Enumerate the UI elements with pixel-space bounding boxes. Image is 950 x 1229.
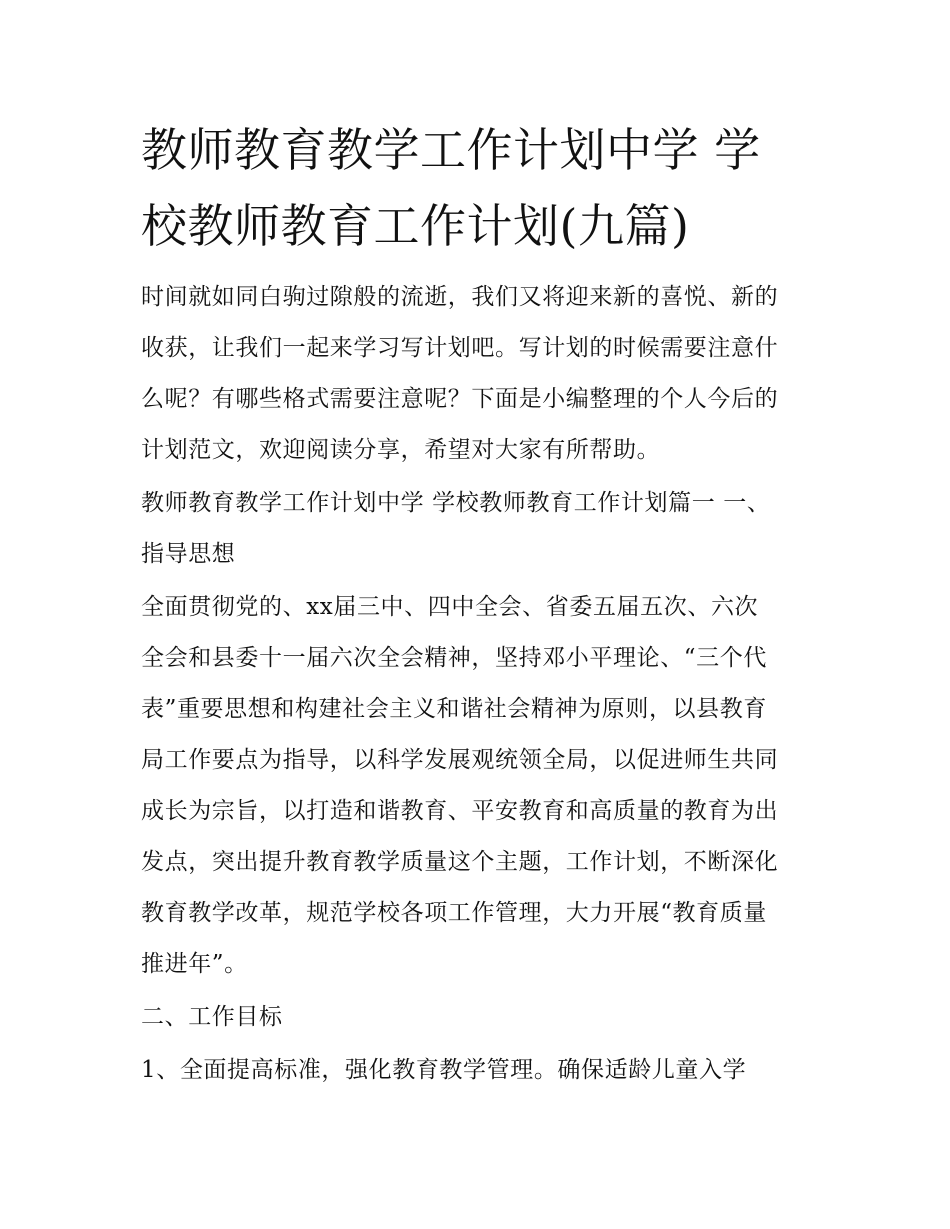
- body-line: 局工作要点为指导，以科学发展观统领全局，以促进师生共同: [141, 747, 779, 773]
- intro-paragraph: [141, 272, 813, 476]
- document-content: [141, 112, 813, 1096]
- intro-line: 时间就如同白驹过隙般的流逝，我们又将迎来新的喜悦、新的: [141, 284, 779, 310]
- body-line: 全会和县委十一届六次全会精神，坚持邓小平理论、“三个代: [141, 645, 767, 671]
- list-item-1: [141, 1045, 813, 1096]
- intro-line: 收获，让我们一起来学习写计划吧。写计划的时候需要注意什: [141, 335, 779, 361]
- section-heading-line: 指导思想: [141, 541, 236, 567]
- section-heading: [141, 478, 813, 580]
- title-line: 校教师教育工作计划(九篇): [141, 199, 690, 253]
- body-paragraph: [141, 582, 813, 990]
- body-line: 发点，突出提升教育教学质量这个主题，工作计划，不断深化: [141, 849, 779, 875]
- document-title: [141, 112, 813, 264]
- body-line: 推进年”。: [141, 951, 248, 977]
- subheading-work-goals: [141, 992, 813, 1043]
- subheading-line: 二、工作目标: [141, 1004, 283, 1030]
- intro-line: 计划范文，欢迎阅读分享，希望对大家有所帮助。: [141, 437, 661, 463]
- list-item-line: 1、全面提高标准，强化教育教学管理。确保适龄儿童入学: [141, 1057, 747, 1083]
- section-heading-line: 教师教育教学工作计划中学 学校教师教育工作计划篇一 一、: [141, 490, 771, 516]
- body-line: 成长为宗旨，以打造和谐教育、平安教育和高质量的教育为出: [141, 798, 779, 824]
- body-line: 表”重要思想和构建社会主义和谐社会精神为原则，以县教育: [141, 696, 767, 722]
- body-line: 教育教学改革，规范学校各项工作管理，大力开展“教育质量: [141, 900, 767, 926]
- body-line: 全面贯彻党的、xx届三中、四中全会、省委五届五次、六次: [141, 594, 759, 620]
- title-line: 教师教育教学工作计划中学 学: [141, 123, 761, 177]
- intro-line: 么呢？有哪些格式需要注意呢？下面是小编整理的个人今后的: [141, 386, 779, 412]
